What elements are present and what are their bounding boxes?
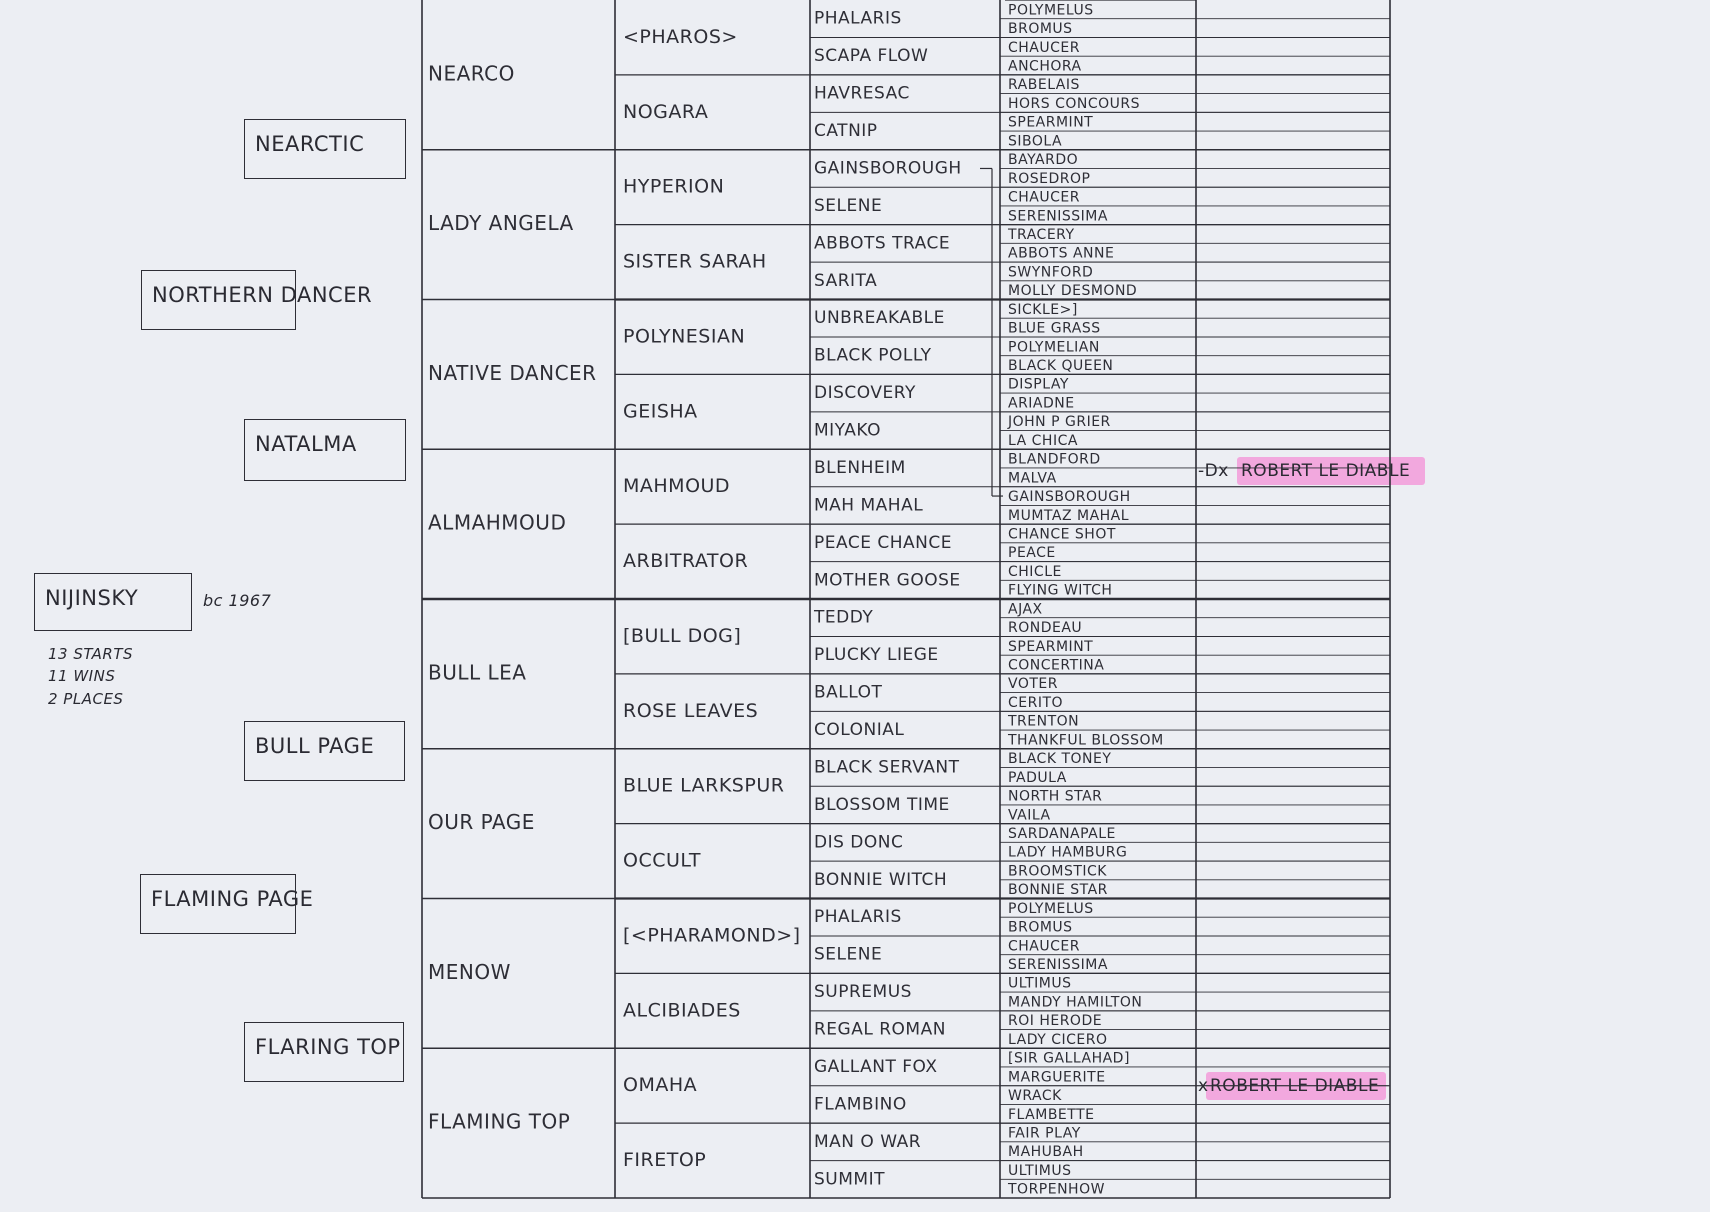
gen3-name-5: OUR PAGE <box>428 810 535 835</box>
gen5-name-22: DIS DONC <box>814 832 904 853</box>
gen6-name-9: ROSEDROP <box>1008 170 1091 187</box>
gen4-name-15: FIRETOP <box>623 1149 707 1172</box>
gen4-name-10: BLUE LARKSPUR <box>623 774 785 797</box>
gen5-name-8: UNBREAKABLE <box>814 308 945 329</box>
gen4-name-2: HYPERION <box>623 175 725 198</box>
gen6-name-1: BROMUS <box>1008 21 1073 38</box>
record-places: 2 PLACES <box>48 690 124 708</box>
gen6-name-41: PADULA <box>1008 769 1067 786</box>
gen4-name-9: ROSE LEAVES <box>623 699 759 722</box>
dam-box: FLAMING PAGE <box>140 874 296 934</box>
gen6-name-47: BONNIE STAR <box>1008 882 1108 899</box>
gen5-name-15: MOTHER GOOSE <box>814 570 961 591</box>
gen6-name-11: SERENISSIMA <box>1008 208 1108 225</box>
gen5-name-3: CATNIP <box>814 121 878 142</box>
gen4-name-0: <PHAROS> <box>623 25 738 48</box>
gen6-name-6: SPEARMINT <box>1008 114 1094 131</box>
granddam-maternal-box: FLARING TOP <box>244 1022 404 1082</box>
gen6-name-23: LA CHICA <box>1008 432 1078 449</box>
gen5-name-18: BALLOT <box>814 682 883 703</box>
gen6-name-32: AJAX <box>1008 601 1043 618</box>
gen6-name-18: POLYMELIAN <box>1008 339 1100 356</box>
gen6-name-24: BLANDFORD <box>1008 451 1101 468</box>
gen5-name-11: MIYAKO <box>814 420 881 441</box>
gen6-name-36: VOTER <box>1008 676 1058 693</box>
gen5-name-25: SELENE <box>814 944 883 965</box>
gen6-name-3: ANCHORA <box>1008 58 1082 75</box>
gen5-name-16: TEDDY <box>814 607 874 628</box>
gen6-name-55: LADY CICERO <box>1008 1031 1108 1048</box>
gen5-name-1: SCAPA FLOW <box>814 46 929 67</box>
gen3-name-4: BULL LEA <box>428 660 527 685</box>
gen6-name-63: TORPENHOW <box>1008 1181 1105 1198</box>
gen6-name-44: SARDANAPALE <box>1008 825 1116 842</box>
gen6-name-15: MOLLY DESMOND <box>1008 283 1138 300</box>
gen6-name-51: SERENISSIMA <box>1008 957 1108 974</box>
gen4-name-1: NOGARA <box>623 100 709 123</box>
gen6-name-8: BAYARDO <box>1008 152 1079 169</box>
gen6-name-53: MANDY HAMILTON <box>1008 994 1143 1011</box>
malva-annotation: ROBERT LE DIABLE <box>1241 461 1411 481</box>
gen3-name-7: FLAMING TOP <box>428 1109 571 1134</box>
gen6-name-49: BROMUS <box>1008 919 1073 936</box>
gen6-name-13: ABBOTS ANNE <box>1008 245 1115 262</box>
gen4-name-7: ARBITRATOR <box>623 550 749 573</box>
gen6-name-46: BROOMSTICK <box>1008 863 1107 880</box>
gen5-name-6: ABBOTS TRACE <box>814 233 951 254</box>
gen6-name-48: POLYMELUS <box>1008 900 1094 917</box>
gen6-name-0: POLYMELUS <box>1008 2 1094 19</box>
gen4-name-8: [BULL DOG] <box>623 624 742 647</box>
gen6-name-4: RABELAIS <box>1008 77 1080 94</box>
gen6-name-42: NORTH STAR <box>1008 788 1103 805</box>
gen5-name-19: COLONIAL <box>814 720 905 741</box>
gen6-name-59: FLAMBETTE <box>1008 1106 1095 1123</box>
gen6-name-54: ROI HERODE <box>1008 1013 1103 1030</box>
gen5-name-0: PHALARIS <box>814 8 902 29</box>
gen6-name-58: WRACK <box>1008 1088 1062 1105</box>
gen5-name-14: PEACE CHANCE <box>814 532 952 553</box>
gen5-name-4: GAINSBOROUGH <box>814 158 962 179</box>
gen5-name-7: SARITA <box>814 270 878 291</box>
gen3-name-2: NATIVE DANCER <box>428 360 597 385</box>
gen4-name-3: SISTER SARAH <box>623 250 767 273</box>
gen3-name-0: NEARCO <box>428 61 515 86</box>
gen6-name-27: MUMTAZ MAHAL <box>1008 507 1130 524</box>
gen6-name-25: MALVA <box>1008 470 1057 487</box>
gen5-name-17: PLUCKY LIEGE <box>814 645 939 666</box>
malva-annotation-line: -Dx <box>1198 461 1229 481</box>
wrack-annotation: ROBERT LE DIABLE <box>1210 1076 1380 1096</box>
gen5-name-24: PHALARIS <box>814 907 902 928</box>
gen5-name-23: BONNIE WITCH <box>814 869 948 890</box>
gen6-name-39: THANKFUL BLOSSOM <box>1008 732 1164 749</box>
gen6-name-52: ULTIMUS <box>1008 975 1072 992</box>
gen6-name-62: ULTIMUS <box>1008 1162 1072 1179</box>
gen5-name-30: MAN O WAR <box>814 1131 922 1152</box>
gen6-name-17: BLUE GRASS <box>1008 320 1101 337</box>
gen5-name-9: BLACK POLLY <box>814 345 932 366</box>
granddam-paternal-box: NATALMA <box>244 419 406 481</box>
grandsire-paternal-box: NEARCTIC <box>244 119 406 179</box>
gen6-name-38: TRENTON <box>1008 713 1080 730</box>
gen3-name-6: MENOW <box>428 959 511 984</box>
record-starts: 13 STARTS <box>48 645 134 663</box>
horse-name: NIJINSKY <box>34 573 192 631</box>
gen6-name-57: MARGUERITE <box>1008 1069 1106 1086</box>
gen6-name-43: VAILA <box>1008 807 1051 824</box>
gen6-name-22: JOHN P GRIER <box>1008 414 1111 431</box>
gen6-name-60: FAIR PLAY <box>1008 1125 1081 1142</box>
foaling-note: bc 1967 <box>203 591 272 610</box>
gen4-name-4: POLYNESIAN <box>623 325 746 348</box>
gen5-name-10: DISCOVERY <box>814 383 916 404</box>
gen5-name-31: SUMMIT <box>814 1169 885 1190</box>
gen4-name-13: ALCIBIADES <box>623 999 741 1022</box>
grandsire-maternal-box: BULL PAGE <box>244 721 405 781</box>
gen6-name-2: CHAUCER <box>1008 39 1080 56</box>
gen6-name-50: CHAUCER <box>1008 938 1080 955</box>
gen6-name-40: BLACK TONEY <box>1008 751 1112 768</box>
gen6-name-5: HORS CONCOURS <box>1008 95 1141 112</box>
gen5-name-21: BLOSSOM TIME <box>814 794 950 815</box>
gen5-name-12: BLENHEIM <box>814 457 906 478</box>
gen3-name-1: LADY ANGELA <box>428 211 574 236</box>
gen6-name-20: DISPLAY <box>1008 376 1069 393</box>
gen6-name-26: GAINSBOROUGH <box>1008 489 1131 506</box>
gen6-name-16: SICKLE>] <box>1008 301 1078 318</box>
gen5-name-28: GALLANT FOX <box>814 1056 938 1077</box>
gen6-name-34: SPEARMINT <box>1008 638 1094 655</box>
gen5-name-27: REGAL ROMAN <box>814 1019 946 1040</box>
gen6-name-45: LADY HAMBURG <box>1008 844 1128 861</box>
gen5-name-5: SELENE <box>814 195 883 216</box>
sire-box: NORTHERN DANCER <box>141 270 296 330</box>
wrack-annotation-line: x <box>1198 1076 1209 1096</box>
gen6-name-7: SIBOLA <box>1008 133 1063 150</box>
gen5-name-26: SUPREMUS <box>814 982 912 1003</box>
gen6-name-35: CONCERTINA <box>1008 657 1105 674</box>
gen6-name-19: BLACK QUEEN <box>1008 358 1114 375</box>
gen6-name-37: CERITO <box>1008 694 1064 711</box>
gen4-name-11: OCCULT <box>623 849 701 872</box>
gen6-name-10: CHAUCER <box>1008 189 1080 206</box>
gen6-name-56: [SIR GALLAHAD] <box>1008 1050 1130 1067</box>
gen4-name-14: OMAHA <box>623 1074 698 1097</box>
gen4-name-5: GEISHA <box>623 400 698 423</box>
gen6-name-33: RONDEAU <box>1008 620 1083 637</box>
record-wins: 11 WINS <box>48 667 116 685</box>
gen6-name-31: FLYING WITCH <box>1008 582 1113 599</box>
gen6-name-30: CHICLE <box>1008 563 1062 580</box>
gen5-name-20: BLACK SERVANT <box>814 757 960 778</box>
gen6-name-14: SWYNFORD <box>1008 264 1094 281</box>
gen3-name-3: ALMAHMOUD <box>428 510 567 535</box>
gen6-name-12: TRACERY <box>1008 226 1075 243</box>
gen4-name-12: [<PHARAMOND>] <box>623 924 801 947</box>
gen5-name-13: MAH MAHAL <box>814 495 924 516</box>
gen6-name-29: PEACE <box>1008 545 1056 562</box>
gen6-name-61: MAHUBAH <box>1008 1144 1084 1161</box>
gen4-name-6: MAHMOUD <box>623 475 731 498</box>
gen5-name-29: FLAMBINO <box>814 1094 907 1115</box>
gen6-name-28: CHANCE SHOT <box>1008 526 1116 543</box>
gen5-name-2: HAVRESAC <box>814 83 910 104</box>
gen6-name-21: ARIADNE <box>1008 395 1075 412</box>
